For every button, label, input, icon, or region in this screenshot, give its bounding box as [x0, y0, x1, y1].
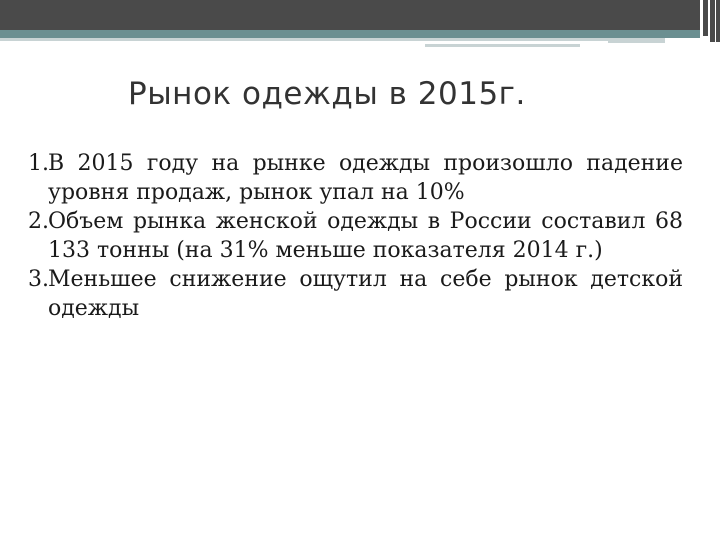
band-teal-stripe [0, 30, 700, 38]
list-item-text: В 2015 году на рынке одежды произошло падение уровня продаж, рынок упал на 10% [48, 151, 683, 205]
top-decorative-band [0, 0, 720, 42]
list-item-number: 3. [28, 267, 49, 292]
band-accent-line [608, 41, 665, 43]
list-item-text: Меньшее снижение ощутил на себе рынок детской одежды [48, 267, 683, 321]
side-decor-bar [710, 0, 715, 42]
side-decor-bar [703, 0, 708, 36]
list-item [28, 207, 683, 265]
list-item-text: Объем рынка женской одежды в России составил 68 133 тонны (на 31% меньше показателя 2014 г.) [48, 209, 683, 263]
band-dark-stripe [0, 0, 700, 30]
list-item [28, 149, 683, 207]
band-accent-line [425, 44, 580, 47]
list-item-number: 2. [28, 209, 49, 234]
side-decor-bar [716, 0, 720, 42]
band-light-stripe [0, 38, 665, 41]
slide-content-list [28, 149, 683, 323]
list-item-number: 1. [28, 151, 49, 176]
slide-title: Рынок одежды в 2015г. [128, 76, 526, 112]
list-item [28, 265, 683, 323]
